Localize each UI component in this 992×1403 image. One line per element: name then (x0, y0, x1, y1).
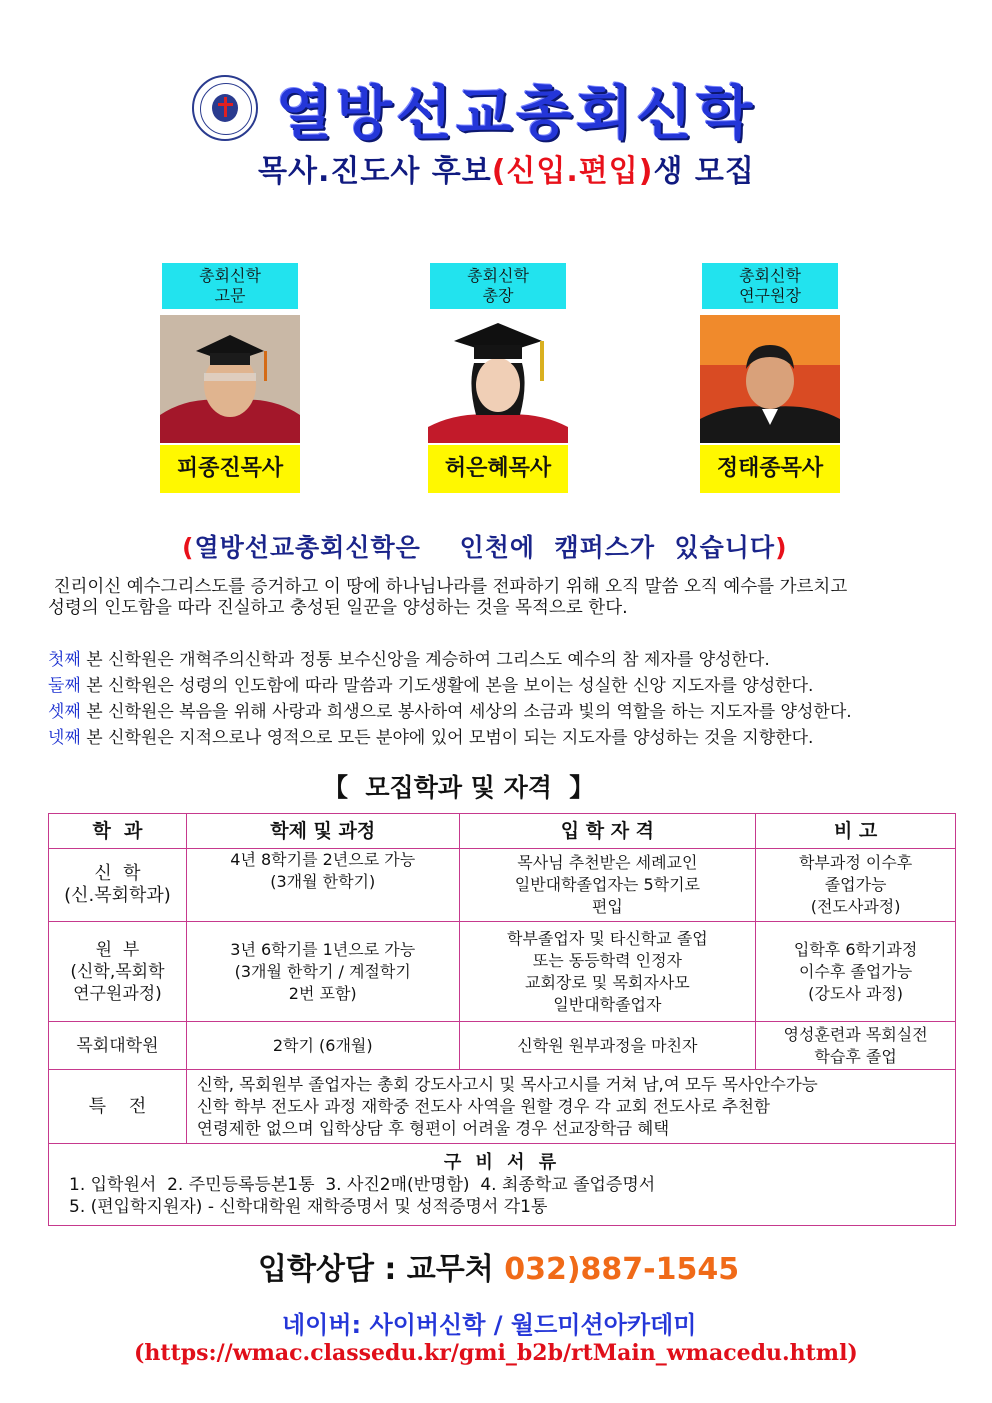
table-row (49, 1022, 956, 1070)
intro-line-1: 진리이신 예수그리스도를 증거하고 이 땅에 하나님나라를 전파하기 위해 오직 말씀 오직 예수를 가르치고 (48, 577, 848, 597)
admission-contact: 입학상담 : 교무처 032)887-1545 (258, 1252, 740, 1287)
note-cell: 학부과정 이수후 졸업가능 (전도사과정) (756, 849, 956, 922)
person-photo (428, 315, 568, 443)
table-row (49, 922, 956, 1022)
page-title: 열방선교총회신학 (276, 79, 757, 147)
dept-cell: 원 부 (신학,목회학 연구원과정) (49, 922, 187, 1022)
person-name: 피종진목사 (160, 445, 300, 493)
person-name: 허은혜목사 (428, 445, 568, 493)
person-role: 총회신학 총장 (430, 263, 566, 309)
column-header: 비 고 (756, 814, 956, 849)
goal-item: 넷째 본 신학원은 지적으로나 영적으로 모든 분야에 있어 모범이 되는 지도자를 양성하는 것을 지향한다. (48, 728, 814, 748)
table-row-special (49, 1070, 956, 1144)
course-cell: 4년 8학기를 2년으로 가능 (3개월 한학기) (186, 849, 459, 922)
dept-cell: 목회대학원 (49, 1022, 187, 1070)
dept-cell: 신 학 (신.목회학과) (49, 849, 187, 922)
special-benefits: 신학, 목회원부 졸업자는 총회 강도사고시 및 목사고시를 거쳐 남,여 모두 목사안수가능 신학 학부 전도사 과정 재학중 전도사 사역을 원할 경우 각 교회 전도사로 추천함 연령제한 없으며 입학상담 후 형편이 어려울 경우 선교장학금 혜택 (186, 1070, 955, 1144)
course-cell: 3년 6학기를 1년으로 가능 (3개월 한학기 / 계절학기 2번 포함) (186, 922, 459, 1022)
special-label: 특 전 (49, 1070, 187, 1144)
table-row-documents (49, 1144, 956, 1226)
person-name: 정태종목사 (700, 445, 840, 493)
column-header: 학 과 (49, 814, 187, 849)
note-cell: 입학후 6학기과정 이수후 졸업가능 (강도사 과정) (756, 922, 956, 1022)
campus-banner: (열방선교총회신학은 인천에 캠퍼스가 있습니다) (182, 533, 788, 562)
person-card-research-director (700, 263, 840, 493)
goal-item: 첫째 본 신학원은 개혁주의신학과 정통 보수신앙을 계승하여 그리스도 예수의 참 제자를 양성한다. (48, 650, 770, 670)
phone-number: 032)887-1545 (504, 1252, 740, 1287)
table-header-row (49, 814, 956, 849)
person-role: 총회신학 연구원장 (702, 263, 838, 309)
qualification-cell: 목사님 추천받은 세례교인 일반대학졸업자는 5학기로 편입 (459, 849, 756, 922)
goal-item: 셋째 본 신학원은 복음을 위해 사랑과 희생으로 봉사하여 세상의 소금과 빛의 역할을 하는 지도자를 양성한다. (48, 702, 852, 722)
person-photo (700, 315, 840, 443)
page-subtitle: 목사.진도사 후보(신입.편입)생 모집 (258, 154, 755, 189)
naver-search-text: 네이버: 사이버신학 / 월드미션아카데미 (282, 1311, 697, 1339)
website-url[interactable]: (https://wmac.classedu.kr/gmi_b2b/rtMain_wmacedu.html) (134, 1340, 858, 1366)
requirements-table (48, 813, 956, 1226)
column-header: 학제 및 과정 (186, 814, 459, 849)
cross-icon (224, 97, 227, 117)
column-header: 입 학 자 격 (459, 814, 756, 849)
person-photo (160, 315, 300, 443)
person-card-president (428, 263, 568, 493)
person-card-advisor (160, 263, 300, 493)
qualification-cell: 신학원 원부과정을 마친자 (459, 1022, 756, 1070)
qualification-cell: 학부졸업자 및 타신학교 졸업 또는 동등학력 인정자 교회장로 및 목회자사모 일반대학졸업자 (459, 922, 756, 1022)
intro-line-2: 성령의 인도함을 따라 진실하고 충성된 일꾼을 양성하는 것을 목적으로 한다. (48, 598, 628, 618)
seminary-logo (192, 75, 258, 141)
person-role: 총회신학 고문 (162, 263, 298, 309)
course-cell: 2학기 (6개월) (186, 1022, 459, 1070)
section-title: 【 모집학과 및 자격 】 (323, 773, 595, 802)
required-documents: 구 비 서 류 1. 입학원서 2. 주민등록등본1통 3. 사진2매(반명함) 4. 최종학교 졸업증명서 5. (편입학지원자) - 신학대학원 재학증명서 및 성적증명서 각1통 (49, 1144, 956, 1226)
note-cell: 영성훈련과 목회실전 학습후 졸업 (756, 1022, 956, 1070)
table-row (49, 849, 956, 922)
goal-item: 둘째 본 신학원은 성령의 인도함에 따라 말씀과 기도생활에 본을 보이는 성실한 신앙 지도자를 양성한다. (48, 676, 814, 696)
